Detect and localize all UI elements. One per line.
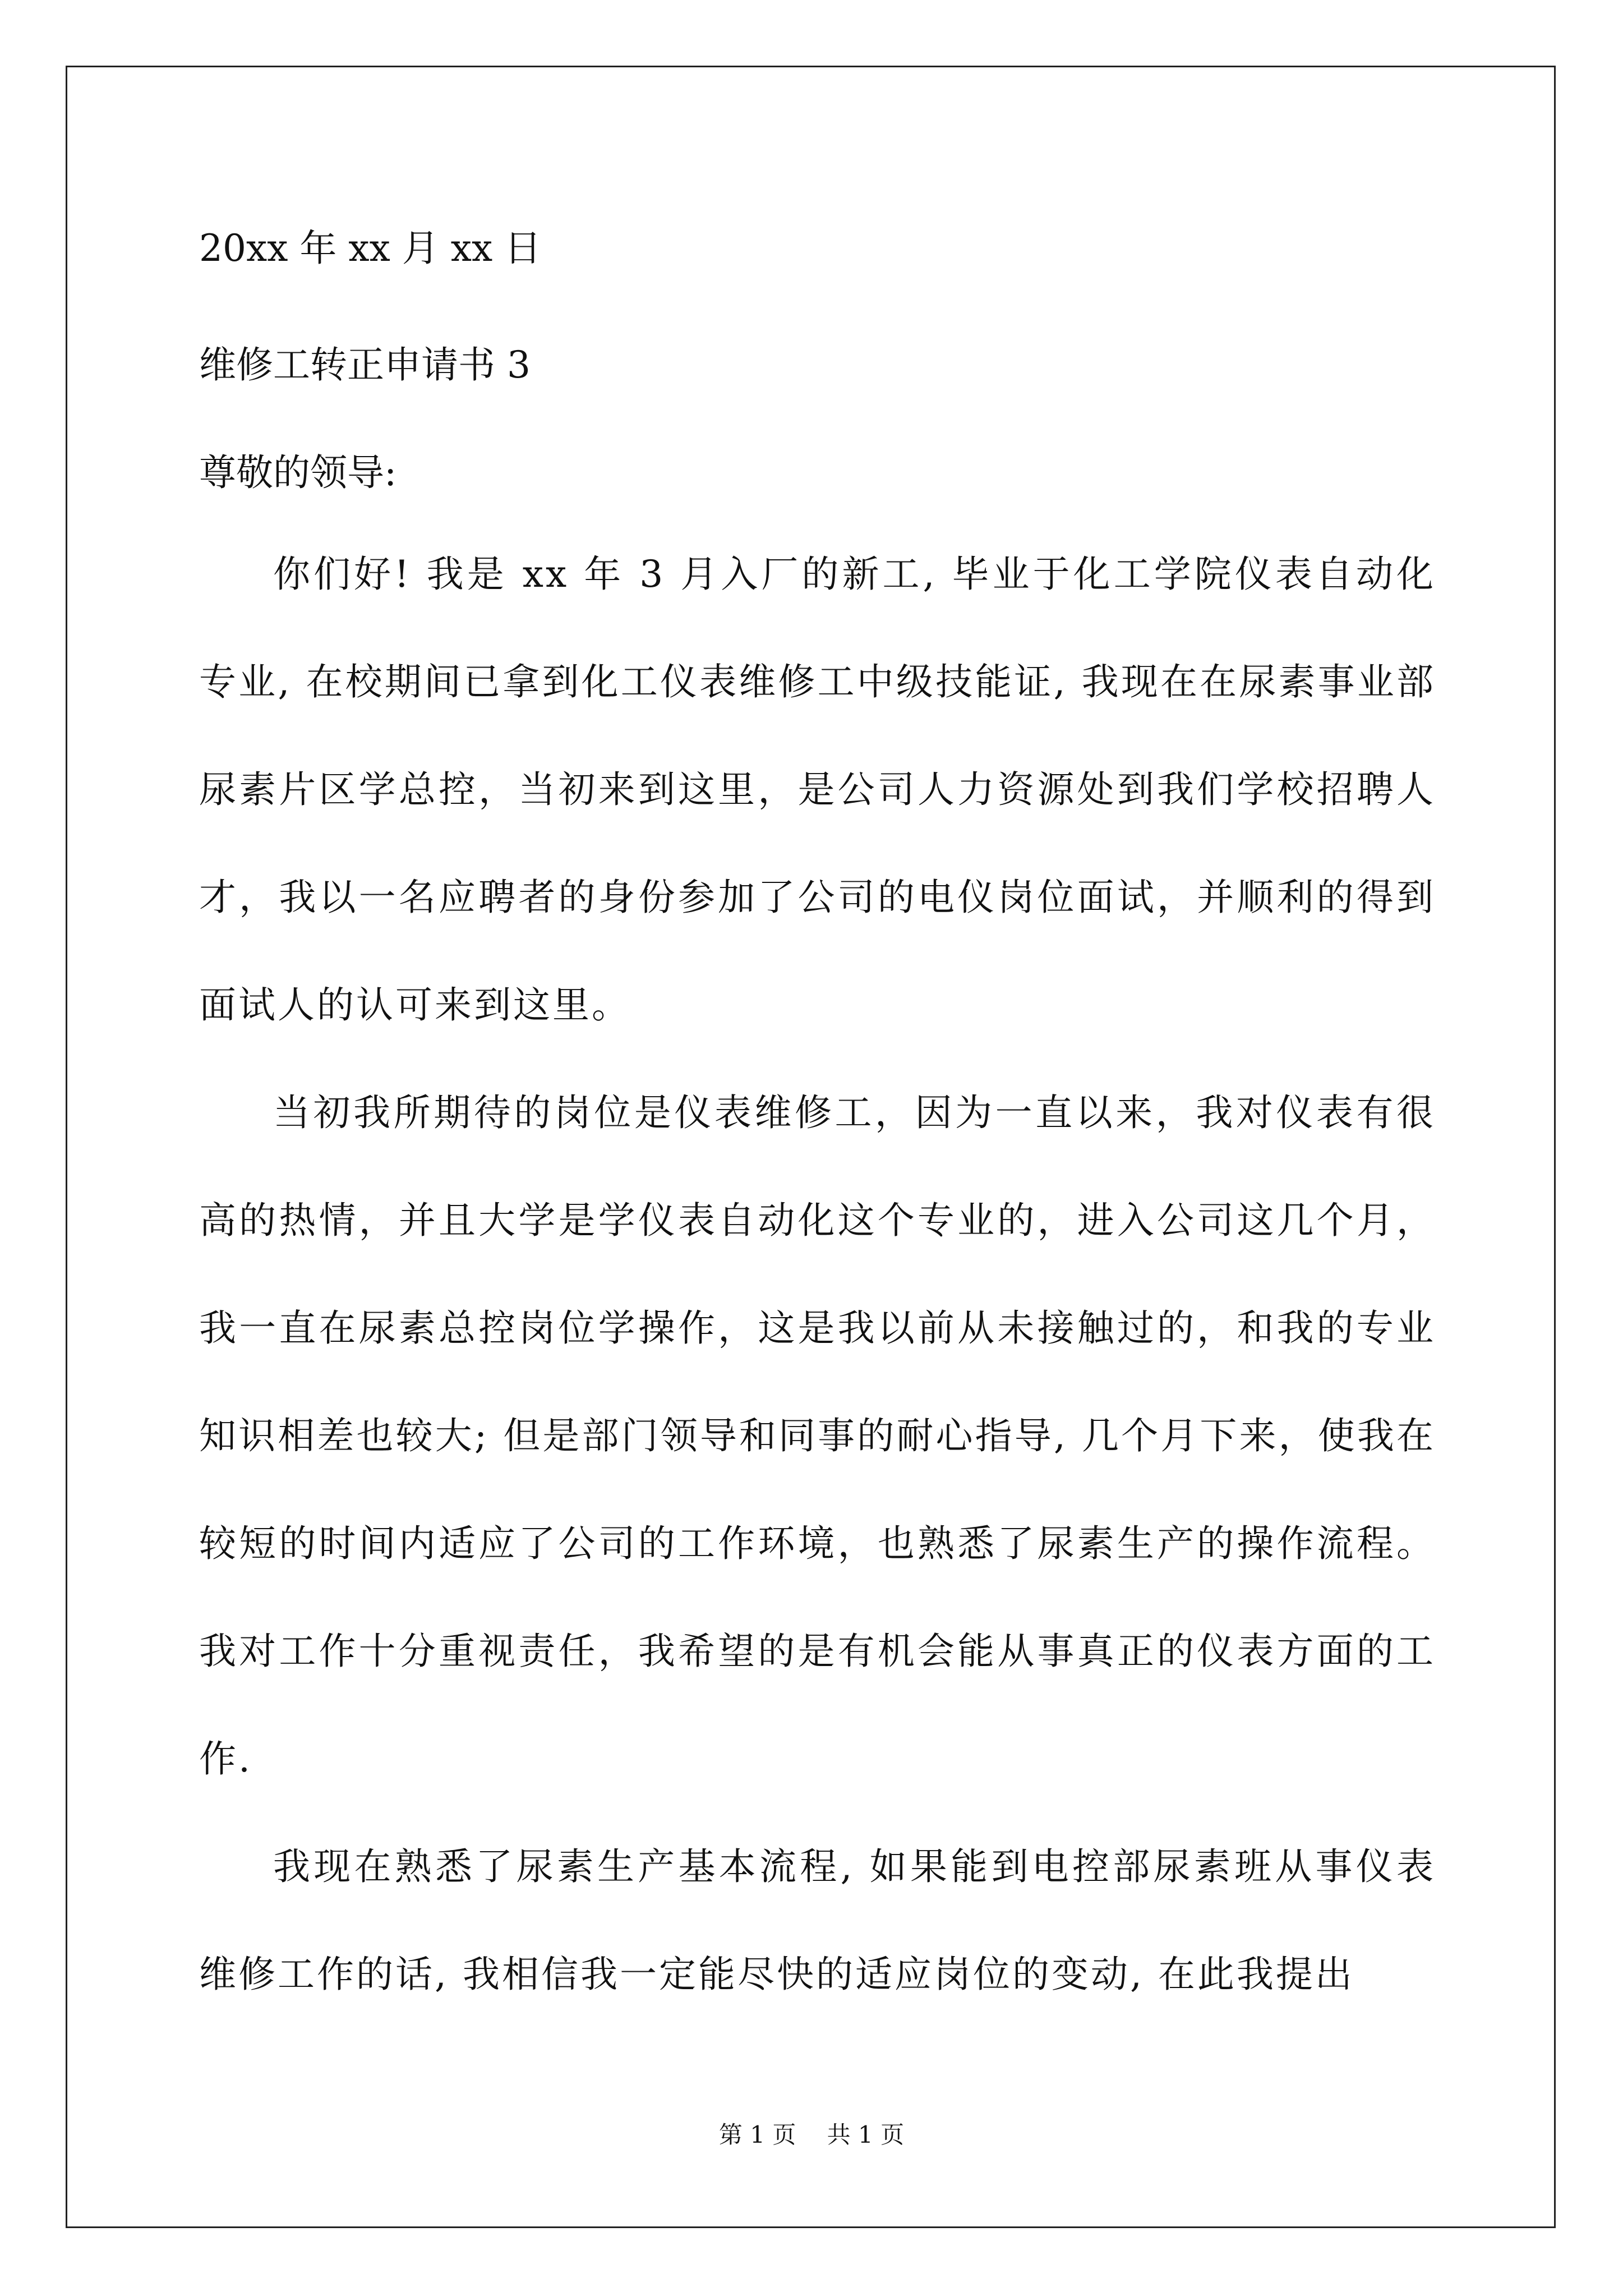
paragraph-3: 我现在熟悉了尿素生产基本流程, 如果能到电控部尿素班从事仪表维修工作的话, 我相信我一定能尽快的适应岗位的变动, 在此我提出 <box>199 1845 1436 1996</box>
document-date: 20xx 年 xx 月 xx 日 <box>199 227 542 270</box>
paragraph-1: 你们好! 我是 xx 年 3 月入厂的新工, 毕业于化工学院仪表自动化专业, 在校期间已拿到化工仪表维修工中级技能证, 我现在在尿素事业部尿素片区学总控，当初来到这里，是公司人力资源处到我们学校招聘人才，我以一名应聘者的身份参加了公司的电仪岗位面试，并顺利的得到面试人的认可来到这里。 <box>199 553 1436 1027</box>
salutation: 尊敬的领导: <box>199 451 397 494</box>
paragraph-2: 当初我所期待的岗位是仪表维修工，因为一直以来，我对仪表有很高的热情，并且大学是学仪表自动化这个专业的，进入公司这几个月，我一直在尿素总控岗位学操作，这是我以前从未接触过的，和我的专业知识相差也较大; 但是部门领导和同事的耐心指导, 几个月下来，使我在较短的时间内适应了公司的工作环境，也熟悉了尿素生产的操作流程。我对工作十分重视责任，我希望的是有机会能从事真正的仪表方面的工作. <box>199 1091 1436 1780</box>
page-footer <box>0 2123 1623 2147</box>
page-number-label: 第 1 页 共 1 页 <box>718 2121 905 2148</box>
document-title: 维修工转正申请书 3 <box>199 343 531 386</box>
